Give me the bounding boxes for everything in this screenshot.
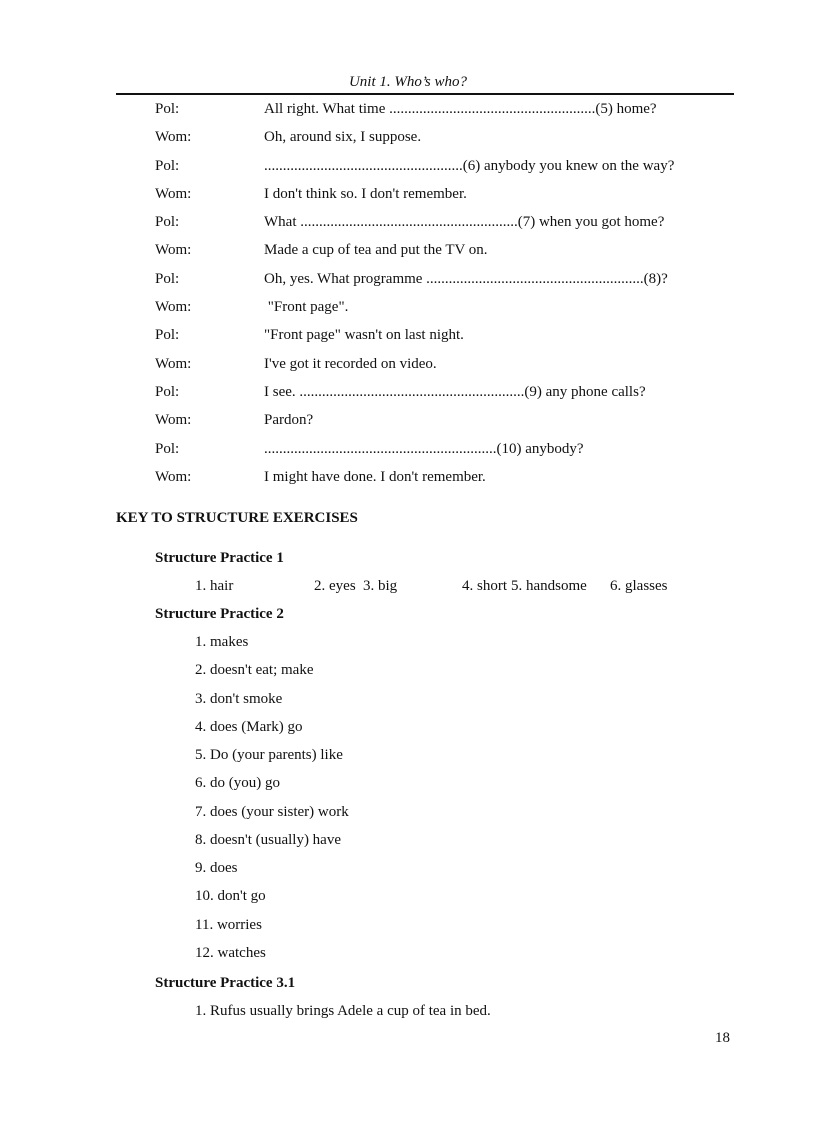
speaker-label: Wom:	[155, 185, 192, 202]
dialogue-line	[155, 384, 735, 412]
answer-item: 7. does (your sister) work	[195, 803, 349, 820]
answer-item: 6. do (you) go	[195, 775, 280, 792]
structure-practice-2-answers	[195, 634, 349, 973]
answer-item: 6. glasses	[610, 578, 668, 594]
answer-item: 5. handsome	[511, 578, 587, 594]
dialogue-line	[155, 412, 735, 440]
speech-text: "Front page" wasn't on last night.	[264, 327, 464, 344]
speaker-label: Pol:	[155, 440, 180, 457]
speaker-label: Wom:	[155, 468, 192, 485]
speech-text: "Front page".	[264, 299, 349, 316]
speaker-label: Wom:	[155, 129, 192, 146]
speech-text: .....................................................(6) anybody you knew on the way?	[264, 157, 675, 174]
answer-item: 1. Rufus usually brings Adele a cup of tea in bed.	[195, 1003, 491, 1019]
answer-item: 1. hair	[195, 578, 234, 594]
speech-text: All right. What time .......................................................(5) home?	[264, 101, 657, 117]
answer-item: 4. does (Mark) go	[195, 718, 303, 735]
speaker-label: Pol:	[155, 327, 180, 344]
speaker-label: Pol:	[155, 214, 180, 231]
dialogue-line	[155, 186, 735, 214]
running-header: Unit 1. Who’s who?	[348, 74, 468, 90]
speaker-label: Pol:	[155, 101, 180, 117]
header-rule	[116, 93, 734, 95]
dialogue-line	[155, 469, 735, 497]
speech-text: I don't think so. I don't remember.	[264, 185, 467, 202]
speaker-label: Wom:	[155, 355, 192, 372]
dialogue-line	[155, 441, 735, 469]
answer-item: 12. watches	[195, 944, 266, 961]
answer-item: 4. short	[462, 578, 507, 594]
speaker-label: Wom:	[155, 242, 192, 259]
answer-item: 2. eyes	[314, 578, 356, 594]
speaker-label: Wom:	[155, 299, 192, 316]
speech-text: Oh, yes. What programme ..........................................................(8)?	[264, 270, 668, 287]
speech-text: What ..........................................................(7) when you got home?	[264, 214, 665, 231]
dialogue-line	[155, 271, 735, 299]
dialogue-line	[155, 214, 735, 242]
dialogue-exercise	[155, 101, 735, 497]
speech-text: I've got it recorded on video.	[264, 355, 437, 372]
dialogue-line	[155, 101, 735, 129]
dialogue-line	[155, 327, 735, 355]
speech-text: Pardon?	[264, 412, 314, 429]
structure-practice-2-title: Structure Practice 2	[155, 606, 284, 622]
answer-item: 3. don't smoke	[195, 690, 283, 707]
speech-text: Made a cup of tea and put the TV on.	[264, 242, 488, 259]
speech-text: I might have done. I don't remember.	[264, 468, 486, 485]
answer-item: 11. worries	[195, 916, 262, 933]
answer-item: 5. Do (your parents) like	[195, 747, 343, 763]
structure-practice-1-answers	[195, 578, 715, 596]
structure-practice-3-1-title: Structure Practice 3.1	[155, 975, 296, 991]
structure-practice-1-title: Structure Practice 1	[155, 550, 284, 566]
page-number: 18	[715, 1030, 730, 1046]
answer-item: 9. does	[195, 860, 238, 876]
structure-practice-3-1-answers	[195, 1003, 491, 1031]
dialogue-line	[155, 242, 735, 270]
key-section-title: KEY TO STRUCTURE EXERCISES	[116, 510, 358, 526]
dialogue-line	[155, 158, 735, 186]
answer-item: 8. doesn't (usually) have	[195, 831, 342, 848]
dialogue-line	[155, 356, 735, 384]
dialogue-line	[155, 129, 735, 157]
speech-text: I see. ............................................................(9) any phone calls?	[264, 383, 646, 400]
answer-item: 10. don't go	[195, 888, 266, 905]
speaker-label: Pol:	[155, 270, 180, 287]
speech-text: Oh, around six, I suppose.	[264, 129, 422, 146]
speaker-label: Pol:	[155, 383, 180, 400]
answer-item: 3. big	[363, 578, 398, 594]
answer-item: 2. doesn't eat; make	[195, 662, 314, 679]
dialogue-line	[155, 299, 735, 327]
speech-text: ..............................................................(10) anybody?	[264, 440, 584, 457]
speaker-label: Pol:	[155, 157, 180, 174]
speaker-label: Wom:	[155, 412, 192, 429]
answer-item: 1. makes	[195, 634, 249, 650]
